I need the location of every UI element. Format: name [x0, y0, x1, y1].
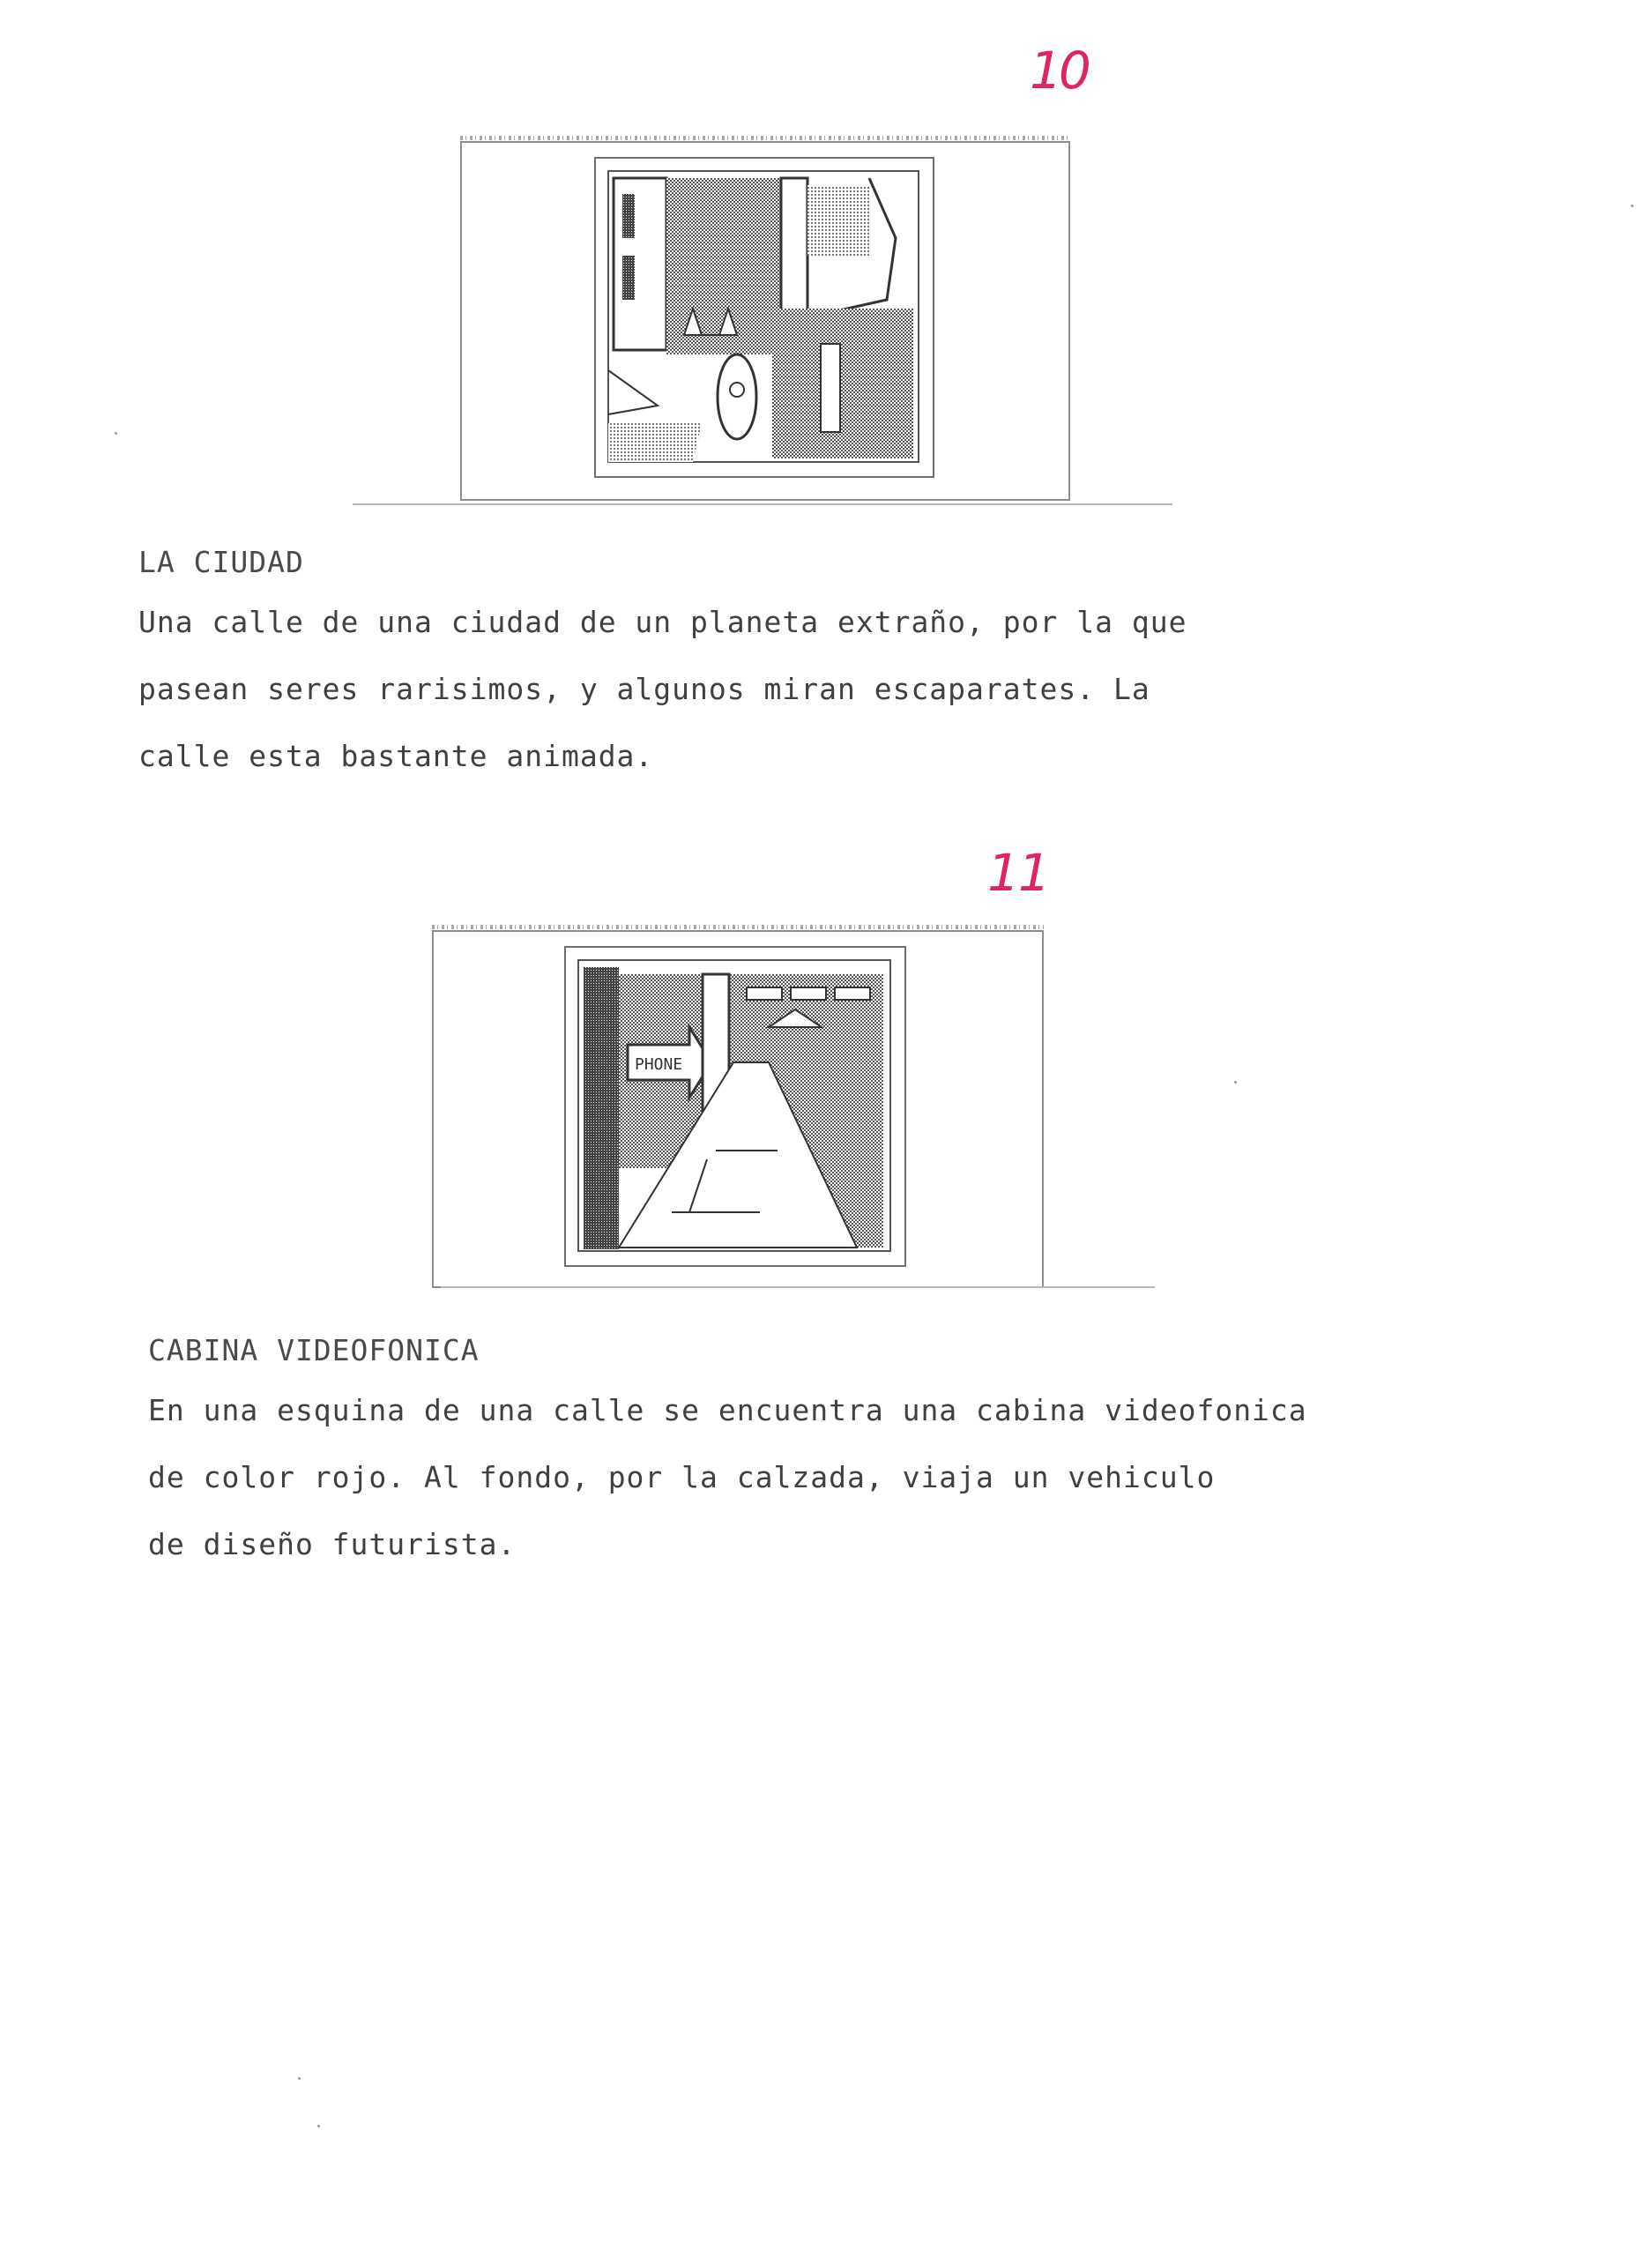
text-line: En una esquina de una calle se encuentra una cabina videofonica — [148, 1393, 1307, 1427]
game-scene-frame — [564, 946, 906, 1267]
section-cabina-videofonica — [148, 1324, 1307, 1578]
scan-speck — [1631, 205, 1633, 207]
screenshot-city-street — [460, 141, 1070, 501]
screenshot-videophone-booth — [432, 930, 1044, 1288]
section-heading: LA CIUDAD — [138, 545, 304, 579]
city-street-drawing — [596, 159, 933, 476]
text-line: pasean seres rarisimos, y algunos miran escaparates. La — [138, 672, 1150, 706]
text-line: de diseño futurista. — [148, 1527, 517, 1561]
scan-speck — [317, 2125, 320, 2127]
divider — [441, 1286, 1155, 1288]
booth-street-drawing — [566, 948, 904, 1265]
printer-dot-line — [432, 925, 1044, 929]
page-number-11: 11 — [987, 843, 1049, 903]
game-scene-frame — [594, 157, 934, 478]
phone-sign-text: PHONE — [635, 1055, 683, 1074]
text-line: Una calle de una ciudad de un planeta extraño, por la que — [138, 605, 1187, 639]
section-la-ciudad — [138, 536, 1187, 790]
printer-dot-line — [460, 136, 1070, 140]
scan-speck — [298, 2077, 301, 2080]
scan-speck — [1234, 1081, 1237, 1084]
page-number-10: 10 — [1030, 41, 1088, 101]
scan-speck — [115, 432, 117, 435]
text-line: de color rojo. Al fondo, por la calzada, viaja un vehiculo — [148, 1460, 1216, 1494]
text-line: calle esta bastante animada. — [138, 739, 654, 773]
section-heading: CABINA VIDEOFONICA — [148, 1333, 480, 1367]
divider — [353, 503, 1172, 505]
